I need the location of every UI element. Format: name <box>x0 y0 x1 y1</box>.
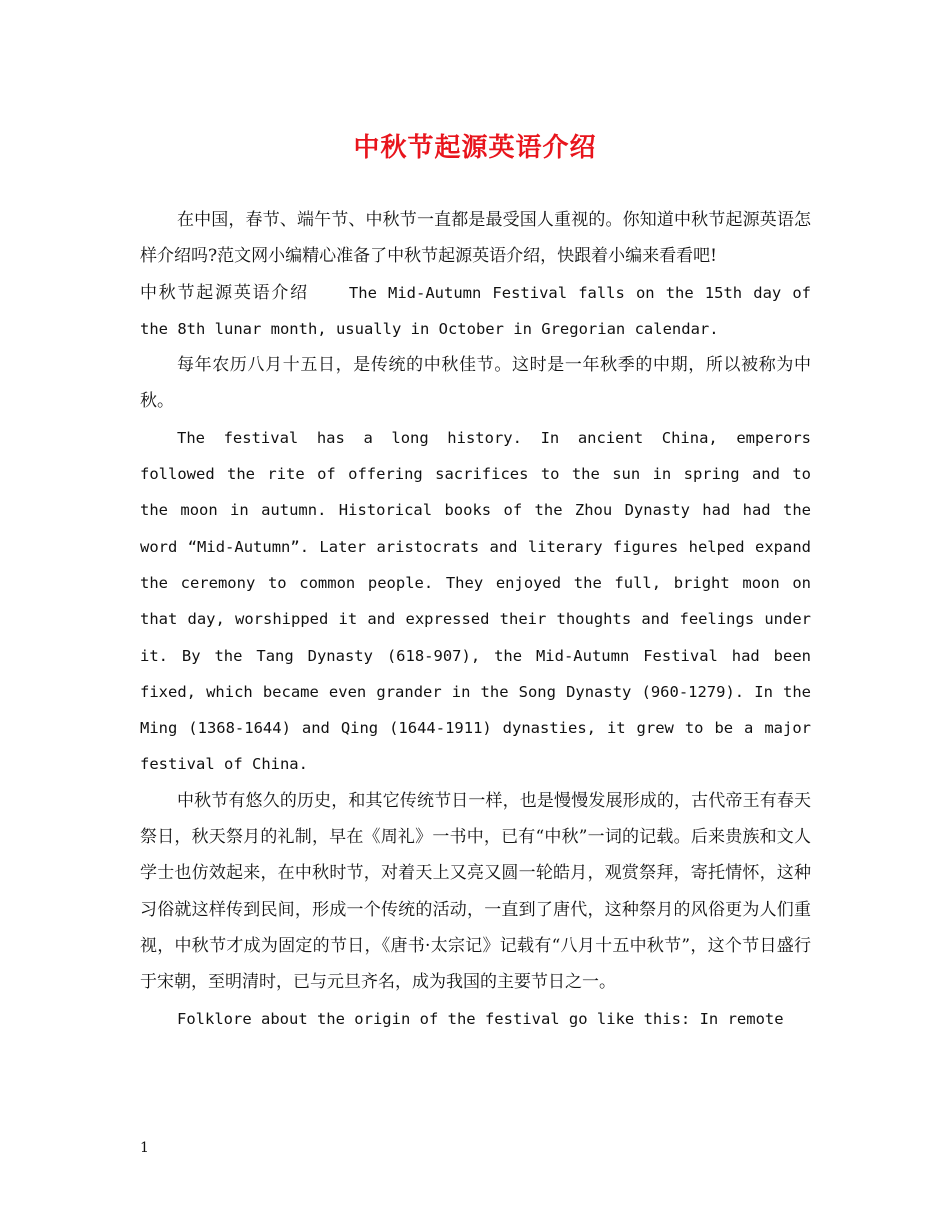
lead-paragraph <box>140 275 811 348</box>
document-body <box>140 202 811 1037</box>
page-number: 1 <box>140 1140 149 1156</box>
lead-english-text: The Mid-Autumn Festival falls on the 15th day of the 8th lunar month, usually in October in Gregorian calendar. <box>140 283 811 338</box>
chinese-paragraph-1: 每年农历八月十五日，是传统的中秋佳节。这时是一年秋季的中期，所以被称为中秋。 <box>140 355 811 412</box>
chinese-paragraph-2: 中秋节有悠久的历史，和其它传统节日一样，也是慢慢发展形成的，古代帝王有春天祭日，秋天祭月的礼制，早在《周礼》一书中，已有“中秋”一词的记载。后来贵族和文人学士也仿效起来，在中秋时节，对着天上又亮又圆一轮皓月，观赏祭拜，寄托情怀，这种习俗就这样传到民间，形成一个传统的活动，一直到了唐代，这种祭月的风俗更为人们重视，中秋节才成为固定的节日，《唐书·太宗记》记载有“八月十五中秋节”，这个节日盛行于宋朝，至明清时，已与元旦齐名，成为我国的主要节日之一。 <box>140 790 811 993</box>
english-paragraph-3: Folklore about the origin of the festival go like this: In remote <box>177 1009 784 1028</box>
document-title: 中秋节起源英语介绍 <box>353 133 597 163</box>
lead-label: 中秋节起源英语介绍 <box>140 282 309 303</box>
english-paragraph-2: The festival has a long history. In ancient China, emperors followed the rite of offering sacrifices to the sun in spring and to the moon in autumn. Historical books of the Zhou Dynasty had had the word “Mid-Autumn”. Later aristocrats and literary figures helped expand the ceremony to common people. They enjoyed the full, bright moon on that day, worshipped it and expressed their thoughts and feelings under it. By the Tang Dynasty (618-907), the Mid-Autumn Festival had been fixed, which became even grander in the Song Dynasty (960-1279). In the Ming (1368-1644) and Qing (1644-1911) dynasties, it grew to be a major festival of China. <box>140 428 811 774</box>
intro-paragraph: 在中国，春节、端午节、中秋节一直都是最受国人重视的。你知道中秋节起源英语怎样介绍吗?范文网小编精心准备了中秋节起源英语介绍，快跟着小编来看看吧! <box>140 210 811 267</box>
